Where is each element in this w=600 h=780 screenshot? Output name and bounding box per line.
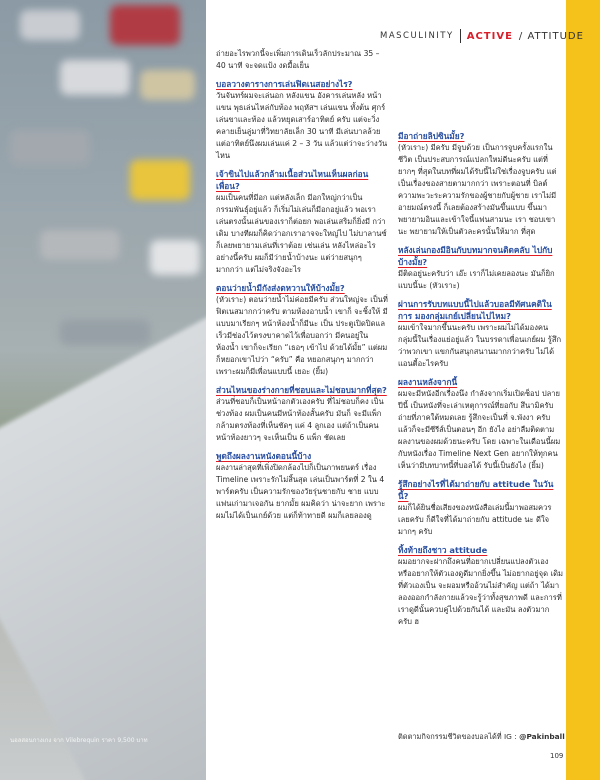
answer-paragraph: ผมเข้าใจมากขึ้นนะครับ เพราะผมไม่ได้มองคน กลุ่มนี้ในเรื่องแย่อยู่แล้ว ในบรรดาเพื่อนเกย์ผม รู้สึกว่าพวกเขา แขกกันสนุกสนานมากกว่าครับ ไม่ได้แอนตี้อะไรครับ <box>398 323 562 368</box>
answer-paragraph: ผมจะมีหนังอีกเรื่องนึง กำลังจากเริ่มเปิดช็อป ปลายปีนี้ เป็นหนังที่จะเล่าเหตุการณ์ที่ยอกับ สึนามิครับ ถ่ายที่ภาคใต้หมดเลย รู้สึกจะเป็นที่ จ.พังงา ครับ แล้วก็จะมีซีรีส์เป็นตอนๆ อีก ยังไง อย่าลืมติดตามผลงานของผมด้วยนะครับ โดย เฉพาะในเดือนนี้ผม กับหนังเรื่อง Timeline Next Gen อยากให้ทุกคนเห็นว่ามีบทบาทนี้ที่บอลได้ รับนี้เป็นยังไง (ยิ้ม) <box>398 389 561 470</box>
answer-paragraph: วันจันทร์ผมจะเล่นอก หลังแขน อังคารเล่นหลัง หน้าแขน พุธเล่นไหล่กับท้อง พฤหัสฯ เล่นแขน ทั้งต้น ศุกร์เล่นขาและท้อง แล้วหยุดเสาร์อาทิตย์ ครับ แต่จะวิ่งคลายเย็นลู่มาที่วิทยาลัยเล็ก 30 นาที มีเล่นบาลล้วย แต่อาทิตย์นึงผมเล่นแค่ 2 – 3 วัน แล้วแต่ว่าจะว่างวันไหน <box>216 91 388 160</box>
question-heading: เจ้าขินไปแล้วกล้ามเนื้อส่วนไหนเห็นผลก่อนเพื่อน? <box>216 169 369 191</box>
header-divider <box>460 29 461 43</box>
question-heading: บอลวางตารางการเล่นฟิตเนสอย่างไร? <box>216 79 353 89</box>
footer-credit-prefix: ติดตามกิจกรรมชีวิตของบอลได้ที่ IG : <box>398 732 520 741</box>
answer-paragraph: มีติดอยู่นะครับว่า เอ๊ะ เราก็ไม่เคยลองนะ มันก็ยิกแบบนี้นะ (หัวเราะ) <box>398 269 555 290</box>
question-heading: พูดถึงผลงานหนังตอนนี้บ้าง <box>216 451 312 461</box>
answer-paragraph: (หัวเราะ) มีครับ มีจูบด้วย เป็นการจูบครั้งแรกใน ชีวิต เป็นประสบการณ์แปลกใหม่ดีนะครับ แต่ที่ ยากๆ ที่สุดในบทที่ผมได้รับนี้ไม่ใช่เรื่องจูบครับ แต่เป็นเรื่องของสายตามากกว่า เพราะตอนที่ บิลต์ความพะวะระความรักของผู้ชายกับผู้ชาย เราไม่มีอายมณ์ตรงนี้ ก็เลยต้องสร้างมันขึ้นแบบ ขึ้นมา พยายามอินและเข้าใจนี้แฟนสามนะ เรา ชอบเขานะ พยายามให้เป็นตัวละครนั้นให้มาก ที่สุด <box>398 143 557 236</box>
answer-paragraph: ผมอยากจะฝากถึงคนที่อยากเปลี่ยนแปลงตัวเอง หรืออยากให้ตัวเองดูดีมากยิ่งขึ้น ไม่อยากอยู่จุด เดิมที่ตัวเองเป็น จะผอมหรืออ้วนไม่สำคัญ แต่ถ้า ได้มาลองออกกำลังกายแล้วจะรู้ว่าทั้งสุขภาพดี และการที่เราดูดีนั้นควบคู่ไปด้วยกันได้ และมัน ลงตัวมากครับ ฮ <box>398 557 564 626</box>
footer-credit <box>398 731 565 743</box>
instagram-handle: @Pakinball <box>519 732 565 741</box>
article-column-2 <box>398 130 563 634</box>
question-heading: ผ่านการรับบทแบบนี้ไปแล้วบอลมีทัศนคติในการ มองกลุ่มเกย์เปลี่ยนไปไหม? <box>398 299 552 321</box>
answer-paragraph: (หัวเราะ) ตอนว่ายน้ำไม่ค่อยมีครับ ส่วนใหญ่จะ เป็นที่ฟิตเนสมากกว่าครับ ตามห้องอาบน้ำ เขาก็ จะชิ้งให้ มีแบบมาเรียกๆ หน้าห้องน้ำก็มีนะ เป็น ประตูเปิดปิดแลเร็วมีช่องไว้ตรงขาคาดไว้เพื่อบอกว่า มีคนอยู่ในห้องน้ำ เขาก็จะเรียก “เธอๆ เข้าไป ด้วยได้มั้ย” แต่ผมก็หยอกเขาไปว่า “ครับ” คือ หยอกสนุกๆ มากกว่า เพราะผมก็มีเพื่อนแบบนี้ เยอะ (ยิ้ม) <box>216 295 388 376</box>
cover-photo <box>0 0 206 780</box>
answer-paragraph: ผมเป็นคนที่มีอก แต่หลังเล็ก มีอกใหญ่กว่าเป็น กรรมพันธุ์อยู่แล้ว ก็เริ่มไม่เล่นก็มีอกอยู่แล้ว พอเรา เล่นตรงนั้นเล่นของเราก็ต่อยก พอเล่นเสริมก็ยิ่งมี กว่าเดิม บางทีผมก็คิดว่าอกเราอาจจะใหญ่ไป ไม่บาลานซ์ ก็เลยพยายามเล่นที่เราต้อย เช่นเล่น หลังไหล่อะไรอย่างนี้ครับ ผมก็มีว่ายน้ำบ้างนะ แต่ว่ายสนุกๆ มากกว่า แต่ไม่จริงจังอะไร <box>216 193 387 274</box>
question-heading: ตอนว่ายน้ำมีกังส่งตหวานให้บ้างมั้ย? <box>216 283 345 293</box>
section-header <box>380 28 584 44</box>
question-heading: มีอาถ่ายลิปซินมั้ย? <box>398 131 465 141</box>
question-heading: ทิ้งท้ายถึงชาว attitude <box>398 545 488 555</box>
question-heading: หลังเล่นกองมีอินกับบทมากจนติดคลับ ไปกับบ้างมั้ย? <box>398 245 553 267</box>
header-active: ACTIVE <box>466 30 513 42</box>
photo-caption: นอลสอนกางเกง จาก Vilebrequin ราคา 9,500 บาท <box>10 737 148 744</box>
answer-paragraph: ถ่ายอะไรพวกนี้จะเพิ่มการเดินเร็วลักประมาณ 35 – 40 นาที จะจดแป้ง งดมื้อเย็น <box>216 49 380 70</box>
header-attitude: / ATTITUDE <box>518 30 584 42</box>
header-category: MASCULINITY <box>380 31 454 41</box>
building-ledge <box>0 273 206 780</box>
question-heading: ส่วนไหนของร่างกายที่ชอบและไม่ชอบมากที่สุด? <box>216 385 387 395</box>
answer-paragraph: ผลงานล่าสุดที่เพิ่งปิดกล้องไปก็เป็นภาพยนตร์ เรื่อง Timeline เพราะรักไม่สิ้นสุด เล่นเป็นพาร์ตที่ 2 ใน 4 พาร์ตครับ เป็นความรักของวัยรุ่นชายกับ ชาย แบบแฟนเก่ามาเจอกัน ยากมั้ย ผมคิดว่า น่าจะยาก เพราะผมไม่ได้เป็นเกย์ด้วย แต่ก็ท้าทายดี ผมก็เลยลองดู <box>216 463 386 520</box>
page-number: 109 <box>550 752 564 760</box>
question-heading: รู้สึกอย่างไรที่ได้มาถ่ายกับ attitude ในวันนี้? <box>398 479 554 501</box>
question-heading: ผลงานหลังจากนี้ <box>398 377 458 387</box>
answer-paragraph: ส่วนที่ชอบก็เป็นหน้าอกตัวเองครับ ที่ไม่ชอบก็คง เป็นช่วงท้อง ผมเป็นคนมีหน้าท้องสั้นครับ มันก็ จะมีแพ็กกล้ามตรงท้องที่เห็นชัดๆ แค่ 4 ลูกเอง แต่ถ้าเป็นคนหน้าท้องยาวๆ จะเห็นเป็น 6 แพ็ก ชัดเลย <box>216 397 384 442</box>
article-column-1 <box>216 48 388 528</box>
accent-strip <box>566 0 600 780</box>
answer-paragraph: ผมก็ได้ยินชื่อเสียงของหนังสือเล่มนี้มาพอสมควร เลยครับ ก็ดีใจที่ได้มาถ่ายกับ attitude นะ ดีใจ มากๆ ครับ <box>398 503 552 536</box>
